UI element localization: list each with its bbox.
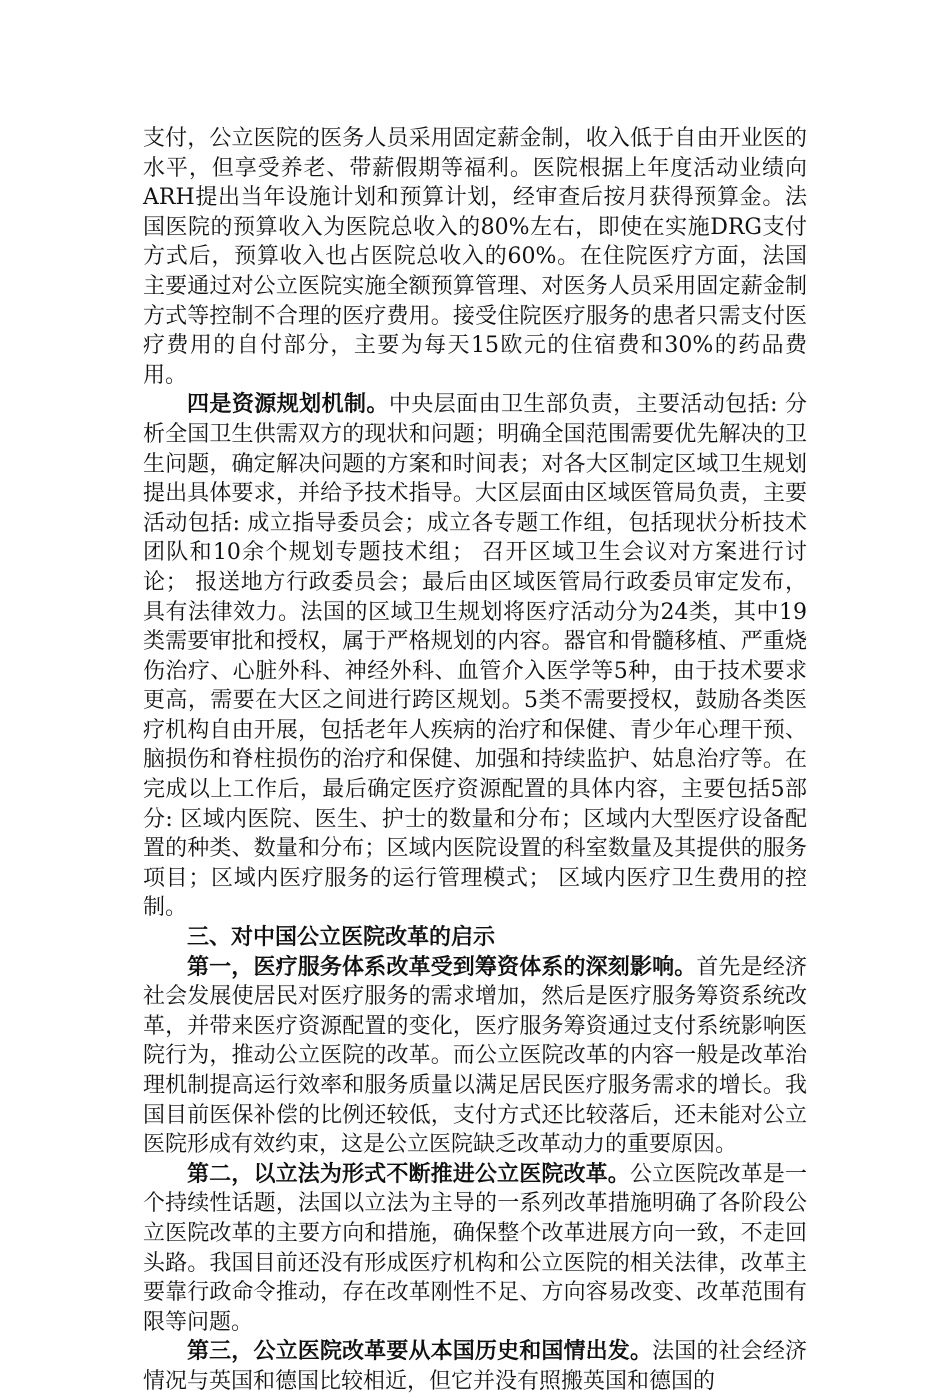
paragraph-lead: 第二，以立法为形式不断推进公立医院改革。 [187,1160,630,1187]
paragraph-point-1 [143,953,807,1160]
paragraph-point-3 [143,1337,807,1396]
paragraph-point-2 [143,1160,807,1338]
paragraph-resource-planning [143,390,807,923]
paragraph-lead: 四是资源规划机制。 [187,391,389,418]
paragraph-payment [143,124,807,390]
paragraph-text: 中央层面由卫生部负责，主要活动包括: 分析全国卫生供需双方的现状和问题；明确全国范围需要优先解决的卫生问题，确定解决问题的方案和时间表；对各大区制定区域卫生规划提出具体要求，并给予技术指导。大区层面由区域医管局负责，主要活动包括: 成立指导委员会；成立各专题工作组，包括现状分析技术团队和10余个规划专题技术组； 召开区域卫生会议对方案进行讨论； 报送地方行政委员会；最后由区域医管局行政委员审定发布，具有法律效力。法国的区域卫生规划将医疗活动分为24类，其中19类需要审批和授权，属于严格规划的内容。器官和骨髓移植、严重烧伤治疗、心脏外科、神经外科、血管介入医学等5种，由于技术要求更高，需要在大区之间进行跨区规划。5类不需要授权，鼓励各类医疗机构自由开展，包括老年人疾病的治疗和保健、青少年心理干预、脑损伤和脊柱损伤的治疗和保健、加强和持续监护、姑息治疗等。在完成以上工作后，最后确定医疗资源配置的具体内容，主要包括5部分: 区域内医院、医生、护士的数量和分布；区域内大型医疗设备配置的种类、数量和分布；区域内医院设置的科室数量及其提供的服务项目；区域内医疗服务的运行管理模式； 区域内医疗卫生费用的控制。 [143,392,807,921]
paragraph-text: 首先是经济社会发展使居民对医疗服务的需求增加，然后是医疗服务筹资系统改革，并带来医疗资源配置的变化，医疗服务筹资通过支付系统影响医院行为，推动公立医院的改革。而公立医院改革的内容一般是改革治理机制提高运行效率和服务质量以满足居民医疗服务需求的增长。我国目前医保补偿的比例还较低，支付方式还比较落后，还未能对公立医院形成有效约束，这是公立医院缺乏改革动力的重要原因。 [143,954,807,1158]
paragraph-lead: 第三，公立医院改革要从本国历史和国情出发。 [187,1338,653,1365]
section-heading: 三、对中国公立医院改革的启示 [187,924,496,951]
paragraph-text: 公立医院改革是一个持续性话题，法国以立法为主导的一系列改革措施明确了各阶段公立医院改革的主要方向和措施，确保整个改革进展方向一致，不走回头路。我国目前还没有形成医疗机构和公立医院的相关法律，改革主要靠行政命令推动，存在改革刚性不足、方向容易改变、改革范围有限等问题。 [143,1161,807,1335]
paragraph-text: 支付，公立医院的医务人员采用固定薪金制，收入低于自由开业医的水平，但享受养老、带薪假期等福利。医院根据上年度活动业绩向ARH提出当年设施计划和预算计划，经审查后按月获得预算金。法国医院的预算收入为医院总收入的80%左右，即使在实施DRG支付方式后，预算收入也占医院总收入的60%。在住院医疗方面，法国主要通过对公立医院实施全额预算管理、对医务人员采用固定薪金制方式等控制不合理的医疗费用。接受住院医疗服务的患者只需支付医疗费用的自付部分，主要为每天15欧元的住宿费和30%的药品费用。 [143,126,807,388]
document-page [143,124,807,1397]
paragraph-lead: 第一，医疗服务体系改革受到筹资体系的深刻影响。 [187,953,697,980]
paragraph-text: 法国的社会经济情况与英国和德国比较相近，但它并没有照搬英国和德国的 [143,1339,807,1394]
